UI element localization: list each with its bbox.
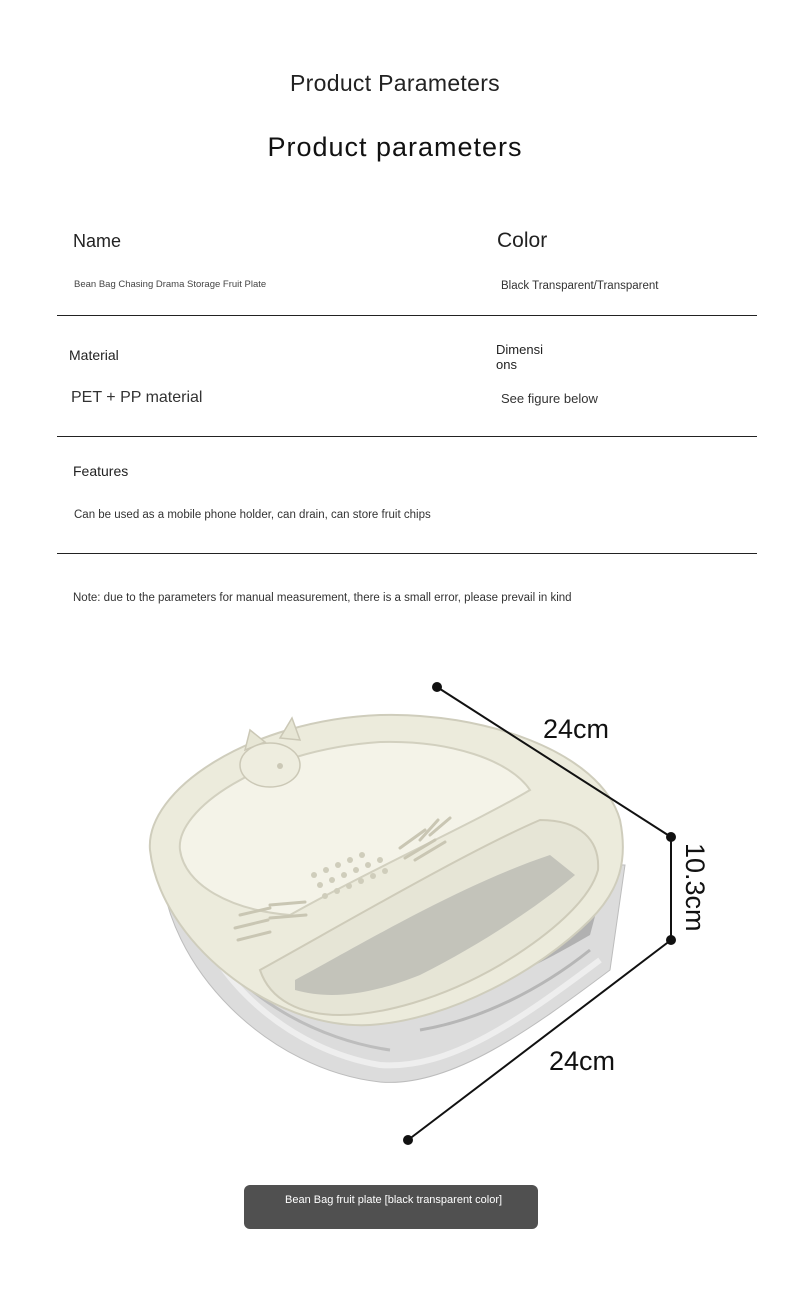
dimensions-label-line2: ons bbox=[496, 357, 517, 372]
name-label: Name bbox=[73, 231, 122, 251]
dimension-bottom-length: 24cm bbox=[549, 1046, 616, 1076]
color-label: Color bbox=[497, 229, 548, 252]
divider-1 bbox=[57, 315, 757, 316]
dimensions-label bbox=[496, 342, 543, 372]
page-title: Product Parameters bbox=[290, 70, 500, 96]
caption-banner bbox=[244, 1185, 538, 1229]
section-title: Product parameters bbox=[267, 132, 523, 162]
dimension-height: 10.3cm bbox=[680, 843, 710, 932]
dimension-top-length: 24cm bbox=[543, 714, 610, 744]
name-value: Bean Bag Chasing Drama Storage Fruit Plate bbox=[74, 279, 267, 290]
caption-text: Bean Bag fruit plate [black transparent color] bbox=[285, 1194, 503, 1206]
divider-3 bbox=[57, 553, 757, 554]
divider-2 bbox=[57, 436, 757, 437]
dimensions-value: See figure below bbox=[501, 391, 598, 406]
material-label: Material bbox=[69, 347, 119, 363]
material-value: PET + PP material bbox=[71, 389, 203, 406]
cat-holder-icon bbox=[240, 718, 300, 787]
dimensions-label-line1: Dimensi bbox=[496, 342, 543, 357]
features-label: Features bbox=[73, 463, 129, 479]
product-image bbox=[120, 670, 720, 1160]
color-value: Black Transparent/Transparent bbox=[501, 280, 659, 292]
features-value: Can be used as a mobile phone holder, can drain, can store fruit chips bbox=[74, 509, 431, 521]
measurement-note: Note: due to the parameters for manual measurement, there is a small error, please prevail in kind bbox=[73, 592, 572, 604]
